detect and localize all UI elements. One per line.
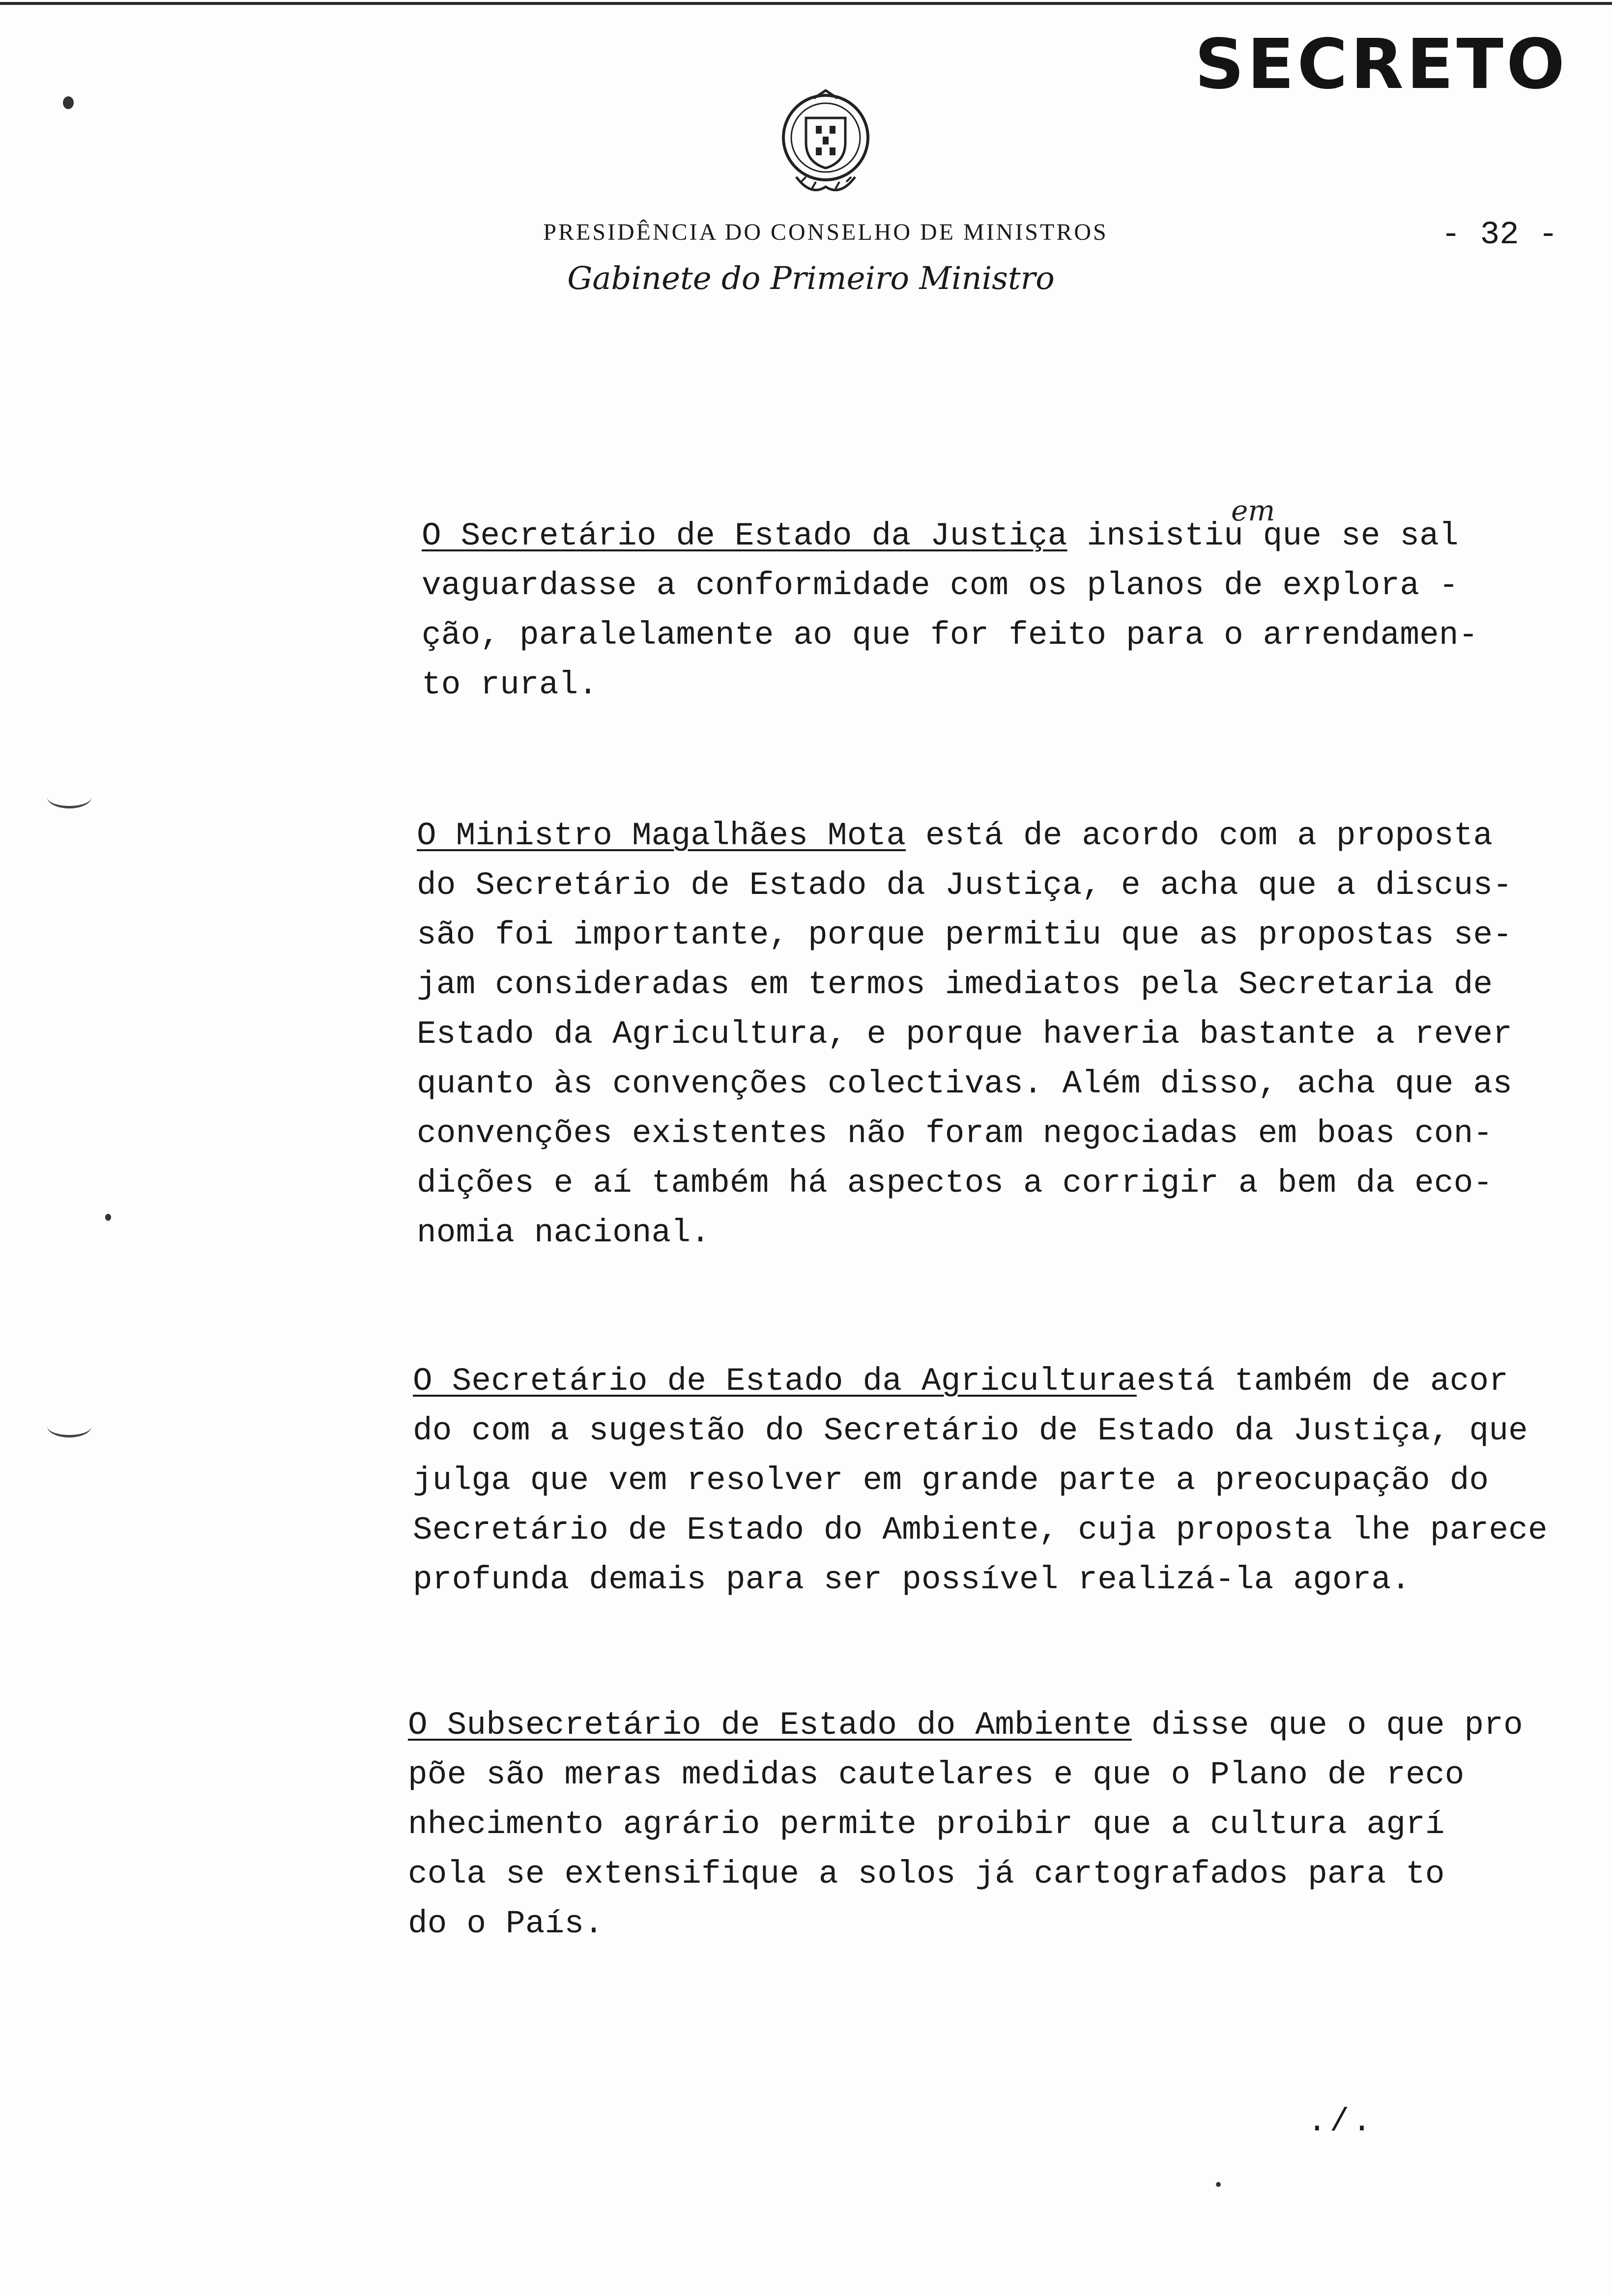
paragraph-line: põe são meras medidas cautelares e que o Plano de reco	[408, 1756, 1465, 1793]
paragraph-agriculture-secretary	[413, 1356, 1548, 1605]
paragraph-line: julga que vem resolver em grande parte a preocupação do	[413, 1462, 1489, 1499]
paragraph-line: jam consideradas em termos imediatos pela Secretaria de	[417, 966, 1493, 1003]
handwritten-insertion: em	[1231, 494, 1275, 527]
binder-mark	[47, 1415, 91, 1437]
line-text: insistiu que se sal	[1067, 517, 1459, 554]
scan-speck	[1216, 2182, 1221, 2187]
paragraph-line	[422, 511, 1478, 561]
paragraph-environment-undersecretary	[408, 1700, 1523, 1949]
scan-speck	[105, 1214, 111, 1221]
paragraph-line: vaguardasse a conformidade com os planos de explora -	[422, 567, 1459, 604]
page-number: - 32 -	[1441, 216, 1558, 253]
continuation-mark: ./.	[1307, 2103, 1375, 2140]
line-text: disse que o que pro	[1131, 1707, 1523, 1744]
paragraph-line: Estado da Agricultura, e porque haveria bastante a rever	[417, 1016, 1513, 1053]
paragraph-line	[408, 1700, 1523, 1750]
paragraph-line: do o País.	[408, 1905, 604, 1942]
paragraph-line: cola se extensifique a solos já cartografados para to	[408, 1856, 1445, 1893]
paragraph-line: quanto às convenções colectivas. Além disso, acha que as	[417, 1065, 1513, 1102]
office-heading: PRESIDÊNCIA DO CONSELHO DE MINISTROS	[543, 219, 1108, 245]
line-text: está também de acor	[1136, 1363, 1509, 1400]
paragraph-line: Secretário de Estado do Ambiente, cuja proposta lhe parece	[413, 1512, 1548, 1549]
paragraph-line: to rural.	[422, 666, 598, 703]
paragraph-line: do Secretário de Estado da Justiça, e acha que a discus-	[417, 867, 1513, 904]
speaker-name: O Subsecretário de Estado do Ambiente	[408, 1707, 1132, 1744]
speaker-name: O Ministro Magalhães Mota	[417, 817, 906, 854]
binder-mark	[47, 786, 91, 808]
classification-stamp: SECRETO	[1194, 25, 1568, 105]
speaker-name: O Secretário de Estado da Agricultura	[413, 1363, 1137, 1400]
paragraph-line: do com a sugestão do Secretário de Estado da Justiça, que	[413, 1412, 1528, 1449]
paragraph-line: convenções existentes não foram negociadas em boas con-	[417, 1115, 1493, 1152]
paragraph-line: dições e aí também há aspectos a corrigir a bem da eco-	[417, 1165, 1493, 1202]
paragraph-line: são foi importante, porque permitiu que as propostas se-	[417, 917, 1513, 953]
paragraph-line	[413, 1356, 1548, 1406]
paragraph-line: ção, paralelamente ao que for feito para o arrendamen-	[422, 617, 1478, 654]
paragraph-line: nhecimento agrário permite proibir que a cultura agrí	[408, 1806, 1445, 1843]
paragraph-line	[417, 811, 1512, 861]
scan-speck	[63, 96, 74, 109]
coat-of-arms-icon	[767, 84, 885, 206]
line-text: está de acordo com a proposta	[906, 817, 1493, 854]
top-edge-rule	[0, 2, 1612, 5]
paragraph-justice-secretary	[422, 511, 1478, 710]
paragraph-line: nomia nacional.	[417, 1214, 711, 1251]
paragraph-minister-magalhaes-mota	[417, 811, 1512, 1258]
speaker-name: O Secretário de Estado da Justiça	[422, 517, 1067, 554]
paragraph-line: profunda demais para ser possível realizá-la agora.	[413, 1561, 1411, 1598]
cabinet-subheading: Gabinete do Primeiro Ministro	[567, 260, 1055, 297]
